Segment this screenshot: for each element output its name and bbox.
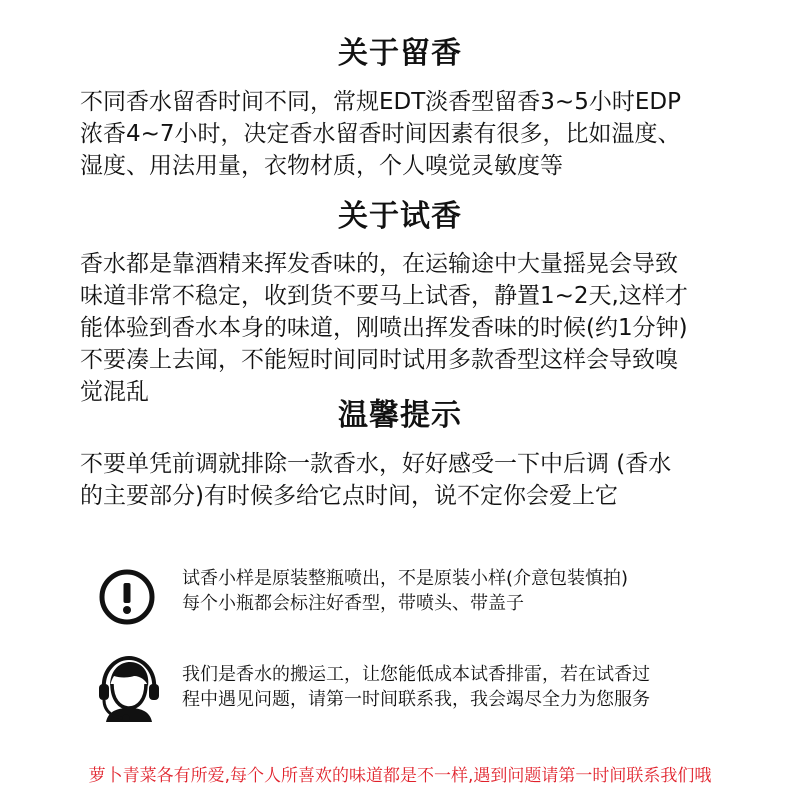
trial-line: 香水都是靠酒精来挥发香味的，在运输途中大量摇晃会导致 [80,251,678,277]
exclamation-circle-icon [98,568,156,626]
warning-line: 试香小样是原装整瓶喷出，不是原装小样(介意包装慎拍) [182,568,629,589]
customer-service-headset-icon [96,656,160,722]
tips-paragraph [80,448,730,512]
trial-line: 能体验到香水本身的味道，刚喷出挥发香味的时候(约1分钟) [80,315,688,341]
tips-line: 不要单凭前调就排除一款香水，好好感受一下中后调 (香水 [80,451,672,477]
retention-line: 浓香4~7小时，决定香水留香时间因素有很多，比如温度、 [80,121,681,147]
retention-heading: 关于留香 [338,36,462,71]
retention-line: 湿度、用法用量，衣物材质，个人嗅觉灵敏度等 [80,153,563,179]
service-line: 我们是香水的搬运工，让您能低成本试香排雷，若在试香过 [182,664,650,685]
trial-paragraph [80,248,730,408]
trial-line: 不要凑上去闻，不能短时间同时试用多款香型这样会导致嗅 [80,347,678,373]
warning-line: 每个小瓶都会标注好香型，带喷头、带盖子 [182,593,524,614]
service-line: 程中遇见问题，请第一时间联系我，我会竭尽全力为您服务 [182,689,650,710]
tips-heading: 温馨提示 [338,398,462,433]
warning-note [182,566,762,616]
trial-line: 味道非常不稳定，收到货不要马上试香，静置1~2天,这样才 [80,283,688,309]
trial-line: 觉混乱 [80,379,149,405]
service-note [182,662,762,712]
footer-note: 萝卜青菜各有所爱,每个人所喜欢的味道都是不一样,遇到问题请第一时间联系我们哦 [88,766,712,786]
tips-line: 的主要部分)有时候多给它点时间，说不定你会爱上它 [80,483,618,509]
retention-line: 不同香水留香时间不同，常规EDT淡香型留香3~5小时EDP [80,89,681,115]
retention-paragraph [80,86,730,182]
trial-heading: 关于试香 [338,199,462,234]
